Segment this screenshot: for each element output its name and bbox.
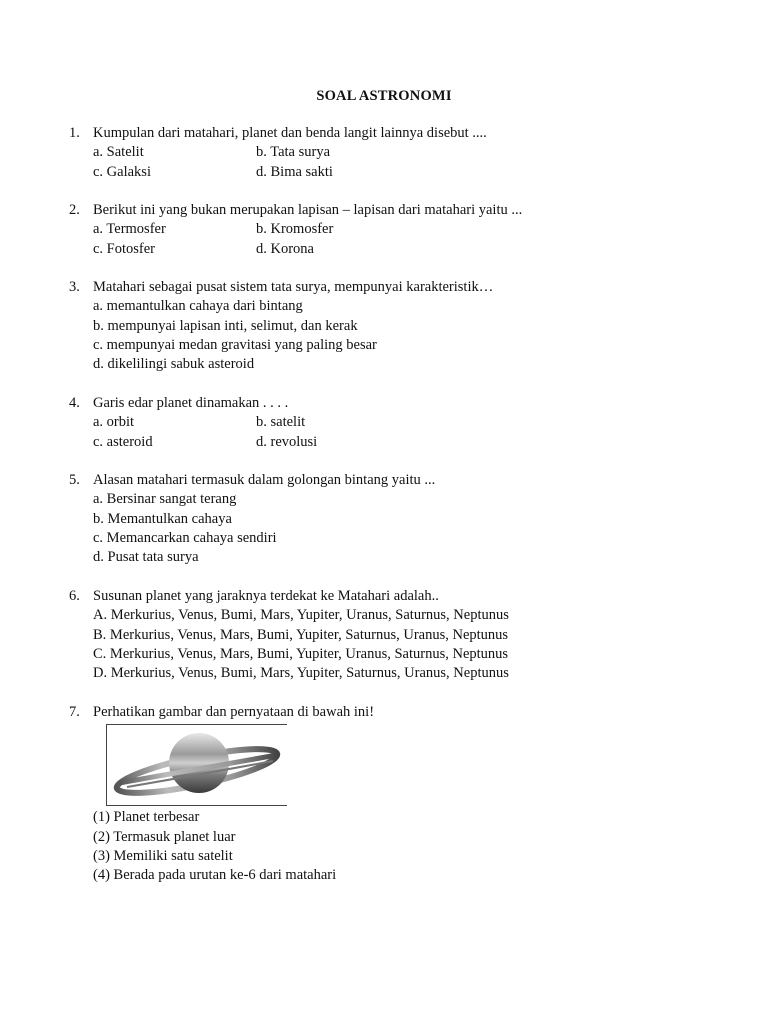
option-b: b. Memantulkan cahaya (93, 510, 232, 527)
option-a: A. Merkurius, Venus, Bumi, Mars, Yupiter, Uranus, Saturnus, Neptunus (93, 607, 509, 624)
question-6 (69, 587, 729, 683)
option-d: D. Merkurius, Venus, Bumi, Mars, Yupiter, Saturnus, Uranus, Neptunus (93, 665, 509, 682)
question-2 (69, 201, 729, 259)
option-c: c. Memancarkan cahaya sendiri (93, 529, 277, 546)
statement-3: (3) Memiliki satu satelit (93, 847, 233, 864)
question-text: Alasan matahari termasuk dalam golongan bintang yaitu ... (93, 472, 436, 488)
question-text: Kumpulan dari matahari, planet dan benda langit lainnya disebut .... (93, 125, 487, 141)
option-a: a. Termosfer (93, 221, 166, 238)
option-d: d. Bima sakti (256, 163, 333, 180)
option-b: B. Merkurius, Venus, Mars, Bumi, Yupiter, Saturnus, Uranus, Neptunus (93, 626, 509, 643)
question-number: 6. (69, 588, 80, 604)
option-d: d. dikelilingi sabuk asteroid (93, 356, 255, 373)
question-number: 3. (69, 279, 80, 295)
question-1 (69, 124, 729, 182)
option-a: a. orbit (93, 414, 135, 431)
saturn-image (106, 724, 287, 806)
option-b: b. satelit (256, 414, 306, 431)
option-d: d. revolusi (256, 433, 318, 450)
question-3 (69, 278, 729, 374)
option-a: a. Bersinar sangat terang (93, 491, 237, 508)
option-c: c. Fotosfer (93, 240, 156, 257)
question-number: 4. (69, 395, 80, 411)
question-number: 2. (69, 202, 80, 218)
statement-1: (1) Planet terbesar (93, 809, 200, 826)
question-5 (69, 471, 729, 567)
option-b: b. mempunyai lapisan inti, selimut, dan kerak (93, 317, 358, 334)
question-text: Susunan planet yang jaraknya terdekat ke Matahari adalah.. (93, 588, 439, 604)
question-text: Matahari sebagai pusat sistem tata surya, mempunyai karakteristik… (93, 279, 494, 295)
question-7 (69, 703, 729, 885)
option-a: a. memantulkan cahaya dari bintang (93, 298, 303, 315)
option-c: c. asteroid (93, 433, 153, 450)
option-d: d. Korona (256, 240, 314, 257)
question-4 (69, 394, 729, 452)
option-a: a. Satelit (93, 144, 144, 161)
option-c: c. Galaksi (93, 163, 151, 180)
option-d: d. Pusat tata surya (93, 549, 199, 566)
option-c: C. Merkurius, Venus, Mars, Bumi, Yupiter, Uranus, Saturnus, Neptunus (93, 645, 509, 662)
question-number: 1. (69, 125, 80, 141)
option-c: c. mempunyai medan gravitasi yang paling besar (93, 336, 377, 353)
question-number: 7. (69, 704, 80, 720)
question-number: 5. (69, 472, 80, 488)
saturn-planet-icon (107, 725, 287, 805)
statement-4: (4) Berada pada urutan ke-6 dari matahari (93, 867, 337, 884)
question-text: Berikut ini yang bukan merupakan lapisan – lapisan dari matahari yaitu ... (93, 202, 523, 218)
option-b: b. Kromosfer (256, 221, 334, 238)
page-title: SOAL ASTRONOMI (316, 88, 452, 104)
statement-2: (2) Termasuk planet luar (93, 828, 236, 845)
question-text: Garis edar planet dinamakan . . . . (93, 395, 289, 411)
question-text: Perhatikan gambar dan pernyataan di bawah ini! (93, 704, 375, 720)
option-b: b. Tata surya (256, 144, 331, 161)
